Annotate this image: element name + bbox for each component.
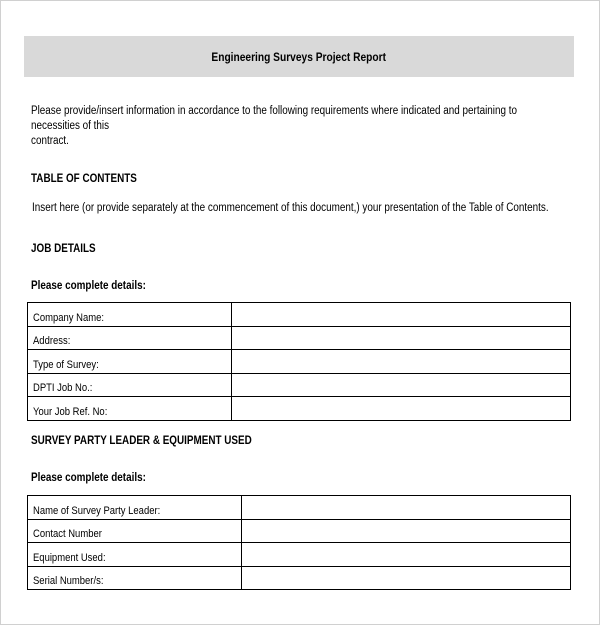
company-name-label: [28, 303, 232, 327]
table-row: [28, 566, 571, 590]
job-ref-no-field[interactable]: [231, 397, 570, 421]
table-row: [28, 373, 571, 397]
row-label-text: Your Job Ref. No:: [33, 405, 108, 418]
equipment-used-field[interactable]: [241, 543, 570, 567]
party-leader-label: [28, 496, 242, 520]
equipment-used-label: [28, 543, 242, 567]
job-details-subheading: [31, 280, 165, 292]
contact-number-label: [28, 519, 242, 543]
job-details-table: [27, 302, 571, 421]
company-name-field[interactable]: [231, 303, 570, 327]
row-label-text: Address:: [33, 335, 71, 347]
intro-line-1: Please provide/insert information in accordance to the following requirements where indicated and pertaining to necessities of this: [31, 105, 517, 132]
row-label-text: Type of Survey:: [33, 358, 99, 371]
survey-party-subheading-text: Please complete details:: [31, 472, 146, 484]
survey-party-heading: [31, 435, 288, 447]
survey-type-field[interactable]: [231, 350, 570, 374]
party-leader-field[interactable]: [241, 496, 570, 520]
toc-text: [32, 202, 600, 214]
intro-line-2: contract.: [31, 135, 69, 147]
table-row: [28, 519, 571, 543]
table-row: [28, 543, 571, 567]
toc-text-content: Insert here (or provide separately at the commencement of this document,) your presentation of the Table of Contents.: [32, 202, 549, 214]
row-label-text: DPTI Job No.:: [33, 382, 93, 394]
toc-heading-text: TABLE OF CONTENTS: [31, 173, 137, 185]
serial-numbers-field[interactable]: [241, 566, 570, 590]
row-label-text: Equipment Used:: [33, 551, 106, 564]
address-field[interactable]: [231, 326, 570, 350]
toc-heading: [31, 173, 154, 185]
serial-numbers-label: [28, 566, 242, 590]
address-label: [28, 326, 232, 350]
table-row: [28, 350, 571, 374]
document-title-bar: [24, 36, 574, 77]
dpti-job-no-label: [28, 373, 232, 397]
job-details-heading: [31, 243, 106, 255]
table-row: [28, 496, 571, 520]
job-details-heading-text: JOB DETAILS: [31, 243, 96, 255]
survey-type-label: [28, 350, 232, 374]
row-label-text: Contact Number: [33, 528, 102, 540]
dpti-job-no-field[interactable]: [231, 373, 570, 397]
job-details-subheading-text: Please complete details:: [31, 280, 146, 292]
survey-party-table: [27, 495, 571, 590]
survey-party-subheading: [31, 472, 165, 484]
intro-paragraph: [31, 104, 561, 149]
row-label-text: Serial Number/s:: [33, 575, 104, 587]
table-row: [28, 397, 571, 421]
table-row: [28, 303, 571, 327]
survey-party-heading-text: SURVEY PARTY LEADER & EQUIPMENT USED: [31, 435, 252, 447]
contact-number-field[interactable]: [241, 519, 570, 543]
row-label-text: Name of Survey Party Leader:: [33, 504, 161, 517]
job-ref-no-label: [28, 397, 232, 421]
table-row: [28, 326, 571, 350]
row-label-text: Company Name:: [33, 311, 104, 324]
document-title: Engineering Surveys Project Report: [211, 49, 387, 64]
